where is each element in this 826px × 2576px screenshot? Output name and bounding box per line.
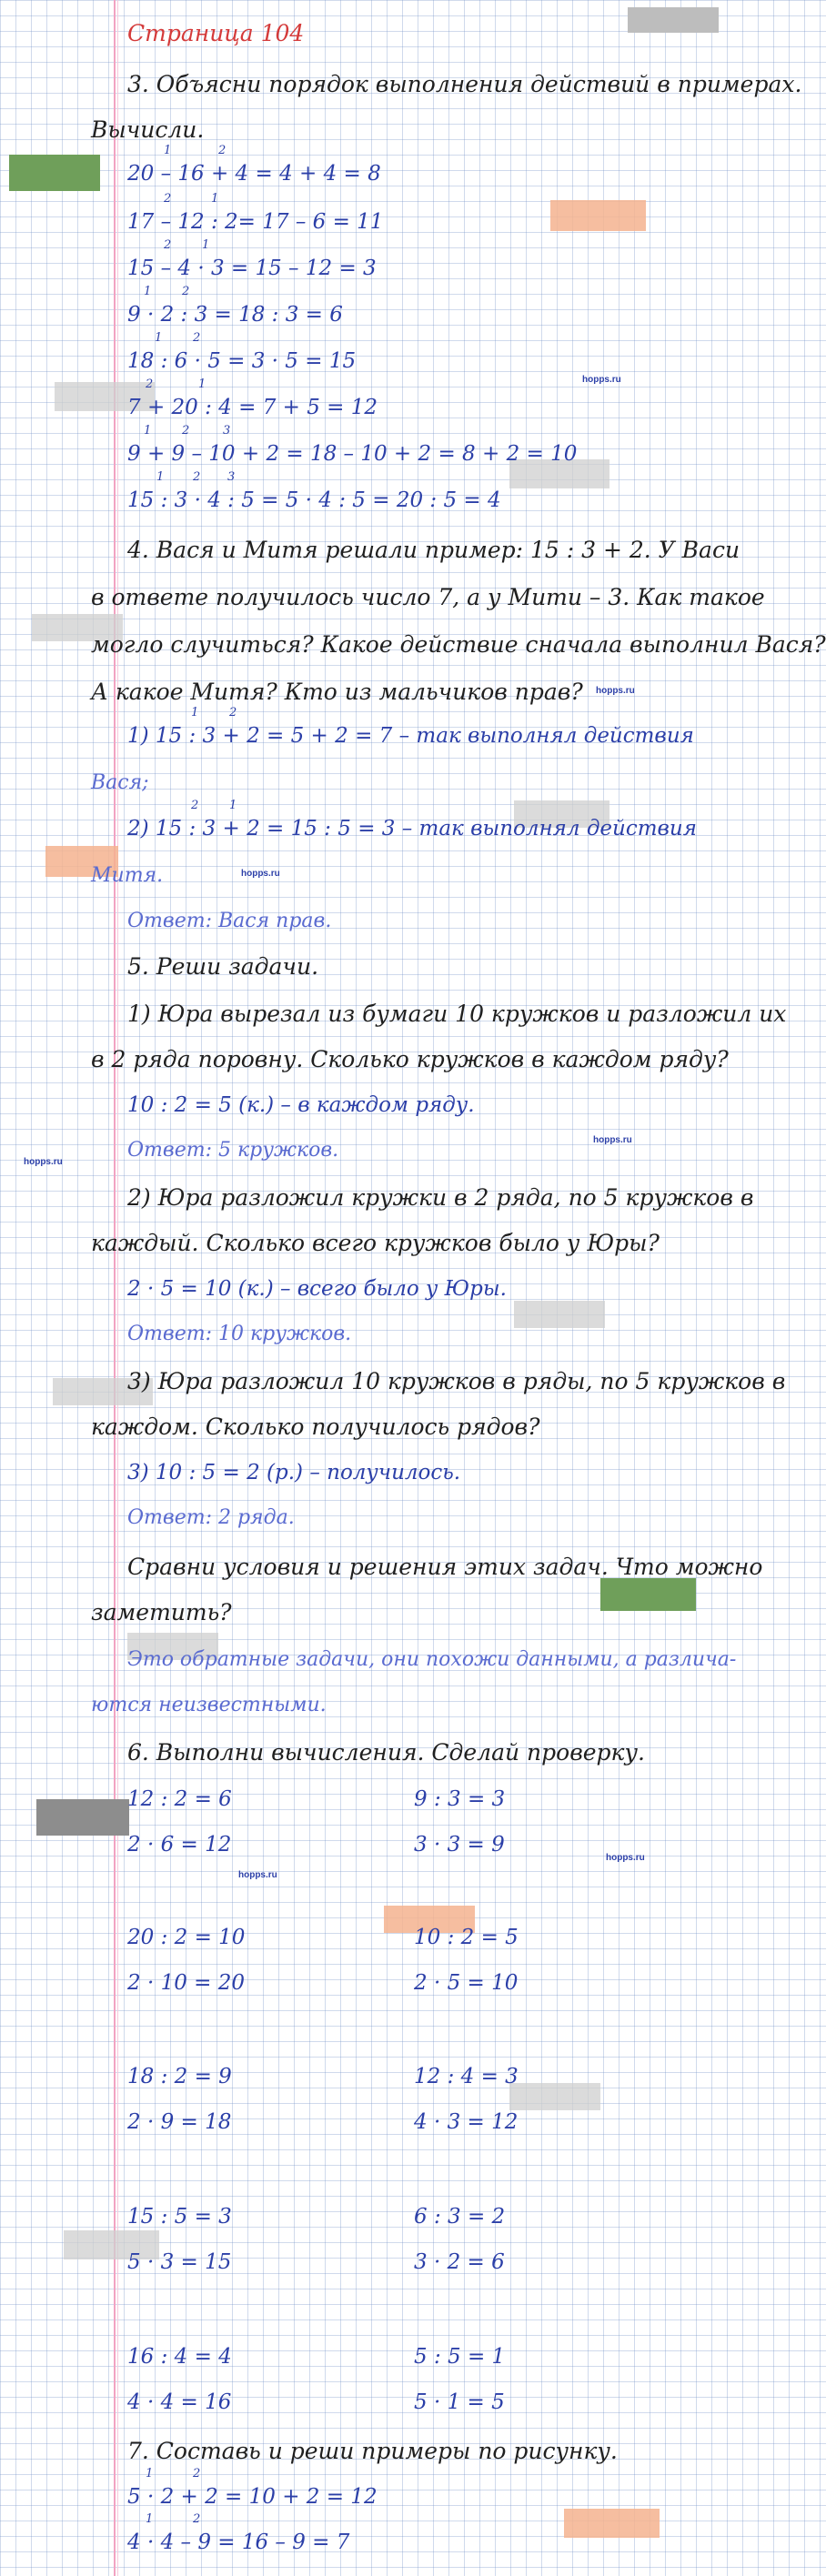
division-line: 15 : 5 = 3 [127, 2205, 232, 2229]
order-mark: 1 [144, 285, 152, 298]
order-mark: 1 [198, 377, 206, 391]
task3-heading: 3. Объясни порядок выполнения действий в примерах. [127, 71, 802, 97]
problem-text: каждый. Сколько всего кружков было у Юры? [91, 1230, 660, 1256]
task3-heading-line2: Вычисли. [91, 116, 205, 143]
solution-line: 3) 10 : 5 = 2 (р.) – получилось. [127, 1461, 461, 1484]
order-mark: 1 [144, 424, 152, 438]
order-mark: 2 [182, 285, 190, 298]
check-line: 3 · 2 = 6 [414, 2250, 505, 2274]
task7-heading: 7. Составь и реши примеры по рисунку. [127, 2438, 618, 2464]
solution-line: 1) 15 : 3 + 2 = 5 + 2 = 7 – так выполнял действия [127, 724, 694, 748]
compare-question: Сравни условия и решения этих задач. Что можно [127, 1554, 763, 1580]
solution-line-cont: Митя. [91, 864, 164, 887]
order-mark: 2 [193, 470, 201, 484]
watermark-text: hopps.ru [238, 1870, 277, 1880]
task5-heading: 5. Реши задачи. [127, 953, 319, 980]
order-mark: 1 [156, 470, 165, 484]
example-line: 9 · 2 : 3 = 18 : 3 = 6 [127, 303, 343, 327]
page-title: Страница 104 [127, 20, 305, 46]
order-mark: 1 [211, 192, 219, 206]
division-line: 10 : 2 = 5 [414, 1926, 519, 1949]
example-line: 7 + 20 : 4 = 7 + 5 = 12 [127, 396, 378, 419]
watermark-text: hopps.ru [24, 1157, 63, 1167]
check-line: 2 · 5 = 10 [414, 1971, 519, 1995]
check-line: 5 · 1 = 5 [414, 2390, 505, 2414]
order-mark: 1 [146, 2467, 154, 2480]
watermark-logo [628, 7, 719, 33]
order-mark: 1 [191, 706, 199, 719]
solution-line-cont: Вася; [91, 771, 149, 794]
order-mark: 2 [193, 2512, 201, 2526]
order-mark: 2 [164, 192, 172, 206]
example-line: 18 : 6 · 5 = 3 · 5 = 15 [127, 349, 357, 373]
problem-text: 2) Юра разложил кружки в 2 ряда, по 5 кружков в [127, 1184, 754, 1211]
order-mark: 2 [164, 238, 172, 252]
check-line: 4 · 4 = 16 [127, 2390, 232, 2414]
orange-patch [550, 200, 646, 231]
division-line: 12 : 2 = 6 [127, 1787, 232, 1811]
watermark-text: hopps.ru [606, 1853, 645, 1863]
conclusion-line2: ются неизвестными. [91, 1694, 327, 1716]
check-line: 3 · 3 = 9 [414, 1833, 505, 1857]
answer-line: Ответ: Вася прав. [127, 910, 332, 932]
compare-question-line2: заметить? [91, 1599, 232, 1625]
answer-line: Ответ: 5 кружков. [127, 1139, 339, 1162]
order-mark: 1 [164, 144, 172, 157]
order-mark: 2 [182, 424, 190, 438]
gray-patch [36, 1799, 129, 1836]
order-mark: 2 [193, 2467, 201, 2480]
problem-text: 1) Юра вырезал из бумаги 10 кружков и разложил их [127, 1001, 787, 1027]
gray-patch [509, 2083, 600, 2110]
check-line: 5 · 3 = 15 [127, 2250, 232, 2274]
order-mark: 2 [193, 331, 201, 345]
answer-line: Ответ: 2 ряда. [127, 1506, 295, 1529]
task4-heading-line4: А какое Митя? Кто из мальчиков прав? [91, 679, 583, 705]
example-line: 15 : 3 · 4 : 5 = 5 · 4 : 5 = 20 : 5 = 4 [127, 488, 501, 512]
division-line: 6 : 3 = 2 [414, 2205, 506, 2229]
order-mark: 2 [218, 144, 227, 157]
check-line: 2 · 9 = 18 [127, 2110, 232, 2134]
order-mark: 1 [202, 238, 210, 252]
solution-line: 2) 15 : 3 + 2 = 15 : 5 = 3 – так выполнял действия [127, 817, 697, 840]
watermark-text: hopps.ru [593, 1135, 632, 1145]
problem-text: каждом. Сколько получилось рядов? [91, 1414, 540, 1440]
watermark-text: hopps.ru [596, 686, 635, 696]
order-mark: 2 [191, 799, 199, 812]
division-line: 20 : 2 = 10 [127, 1926, 246, 1949]
watermark-text: hopps.ru [241, 869, 280, 879]
problem-text: 3) Юра разложил 10 кружков в ряды, по 5 кружков в [127, 1368, 786, 1394]
watermark-text: hopps.ru [582, 375, 621, 385]
gray-patch [514, 1301, 605, 1328]
task4-heading: 4. Вася и Митя решали пример: 15 : 3 + 2. У Васи [127, 537, 740, 563]
division-line: 5 : 5 = 1 [414, 2345, 506, 2369]
order-mark: 1 [146, 2512, 154, 2526]
order-mark: 1 [155, 331, 163, 345]
example-line: 15 – 4 · 3 = 15 – 12 = 3 [127, 257, 377, 280]
conclusion-line: Это обратные задачи, они похожи данными, а различа- [127, 1648, 737, 1671]
task4-heading-line3: могло случиться? Какое действие сначала выполнил Вася? [91, 631, 826, 658]
green-patch [600, 1578, 696, 1611]
order-mark: 2 [229, 706, 237, 719]
example-line: 20 – 16 + 4 = 4 + 4 = 8 [127, 162, 381, 186]
division-line: 12 : 4 = 3 [414, 2065, 519, 2088]
orange-patch [564, 2509, 660, 2538]
check-line: 4 · 3 = 12 [414, 2110, 519, 2134]
check-line: 2 · 10 = 20 [127, 1971, 245, 1995]
task4-heading-line2: в ответе получилось число 7, а у Мити – 3. Как такое [91, 584, 765, 610]
division-line: 16 : 4 = 4 [127, 2345, 232, 2369]
order-mark: 1 [229, 799, 237, 812]
division-line: 9 : 3 = 3 [414, 1787, 506, 1811]
solution-line: 10 : 2 = 5 (к.) – в каждом ряду. [127, 1093, 475, 1117]
task6-heading: 6. Выполни вычисления. Сделай проверку. [127, 1739, 645, 1766]
solution-line: 2 · 5 = 10 (к.) – всего было у Юры. [127, 1277, 507, 1301]
check-line: 2 · 6 = 12 [127, 1833, 232, 1857]
example-line: 4 · 4 – 9 = 16 – 9 = 7 [127, 2531, 350, 2554]
division-line: 18 : 2 = 9 [127, 2065, 232, 2088]
example-line: 5 · 2 + 2 = 10 + 2 = 12 [127, 2485, 378, 2509]
order-mark: 2 [146, 377, 154, 391]
order-mark: 3 [223, 424, 231, 438]
example-line: 17 – 12 : 2= 17 – 6 = 11 [127, 210, 384, 234]
problem-text: в 2 ряда поровну. Сколько кружков в каждом ряду? [91, 1046, 729, 1072]
order-mark: 3 [227, 470, 236, 484]
green-patch [9, 155, 100, 191]
example-line: 9 + 9 – 10 + 2 = 18 – 10 + 2 = 8 + 2 = 10 [127, 442, 578, 466]
answer-line: Ответ: 10 кружков. [127, 1323, 352, 1345]
